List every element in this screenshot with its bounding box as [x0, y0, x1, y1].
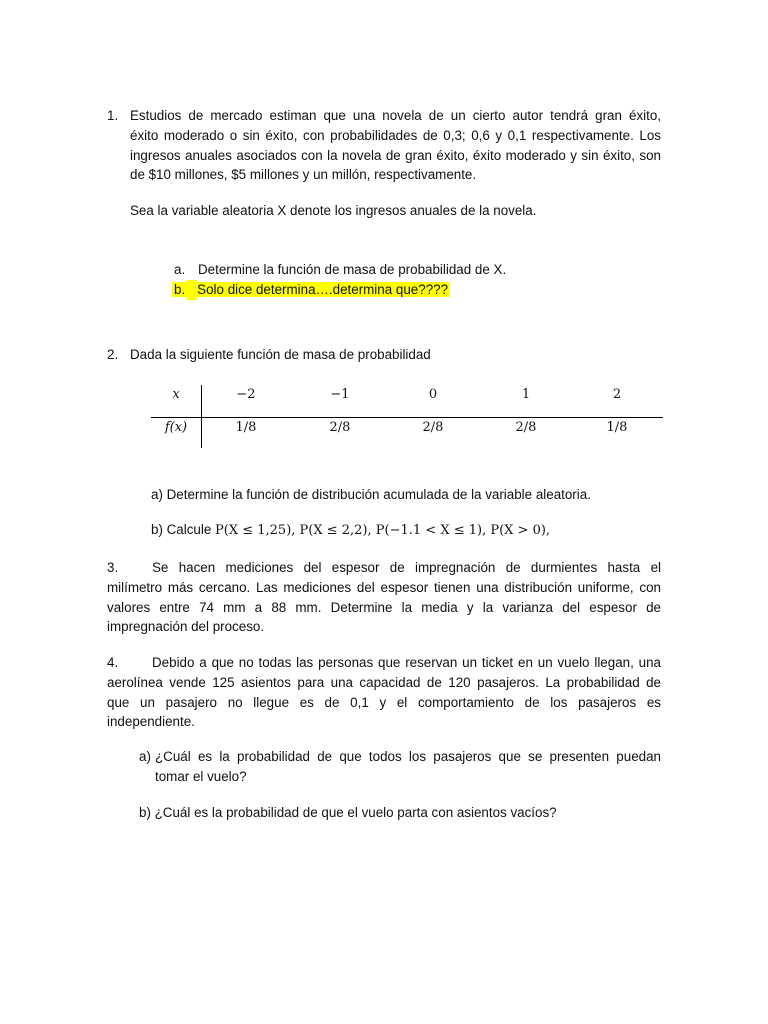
q4-line: aerolínea vende 125 asientos para una capacidad de 120 pasajeros. La probabilidad de	[107, 674, 661, 690]
q3-line: valores entre 74 mm a 88 mm. Determine la media y la varianza del espesor de	[107, 599, 661, 615]
pmf-table	[151, 382, 663, 448]
q1-line: de $10 millones, $5 millones y un millón, respectivamente.	[130, 167, 477, 183]
q3-number: 3.	[107, 560, 119, 575]
q4-item-a-line: ¿Cuál es la probabilidad de que todos los pasajeros que se presenten puedan	[155, 749, 661, 764]
q2-item-b	[151, 520, 550, 541]
q1-line: éxito moderado o sin éxito, con probabilidades de 0,3; 0,6 y 0,1 respectivamente. Los	[130, 127, 661, 143]
q4-line: independiente.	[107, 714, 195, 730]
table-x-value: 2	[612, 387, 622, 402]
table-f-value: 2/8	[422, 420, 444, 435]
table-x-value: −2	[236, 387, 256, 402]
table-header-x: x	[172, 387, 180, 402]
table-f-value: 2/8	[329, 420, 351, 435]
q3-line: impregnación del proceso.	[107, 619, 265, 635]
q4-item-b: b) ¿Cuál es la probabilidad de que el vuelo parta con asientos vacíos?	[139, 805, 557, 820]
q1-item-b-marker: b.	[174, 282, 186, 297]
q2-number: 2.	[107, 347, 119, 362]
q4-line: que un pasajero no llegue es de 0,1 y el comportamiento de los pasajeros es	[107, 694, 661, 710]
q2-item-b-expression: P(X ≤ 1,25), P(X ≤ 2,2), P(−1.1 < X ≤ 1), P(X > 0),	[215, 523, 551, 538]
q4-paragraph	[107, 653, 661, 732]
q2-intro: Dada la siguiente función de masa de probabilidad	[130, 347, 431, 362]
q4-line: Debido a que no todas las personas que reservan un ticket en un vuelo llegan, una	[152, 655, 661, 670]
table-header-fx: f(x)	[164, 420, 188, 435]
q1-line: ingresos anuales asociados con la novela de gran éxito, éxito moderado y sin éxito, son	[130, 147, 661, 163]
q3-paragraph	[107, 558, 661, 637]
table-f-value: 1/8	[235, 420, 257, 435]
table-x-value: 1	[521, 387, 531, 402]
table-x-value: 0	[428, 387, 438, 402]
q1-item-b-text: Solo dice determina….determina que????	[197, 282, 449, 297]
q1-line: Estudios de mercado estiman que una novela de un cierto autor tendrá gran éxito,	[130, 108, 661, 123]
q1-item-b-highlight	[172, 280, 450, 300]
q1-item-a-marker: a.	[174, 262, 186, 277]
q4-number: 4.	[107, 655, 119, 670]
q1-item-a-text: Determine la función de masa de probabilidad de X.	[198, 262, 507, 277]
q3-line: Se hacen mediciones del espesor de impregnación de durmientes hasta el	[152, 560, 661, 575]
q1-paragraph	[130, 106, 661, 185]
table-f-value: 2/8	[515, 420, 537, 435]
q4-item-a	[155, 747, 661, 787]
q4-item-a-marker: a)	[139, 749, 151, 764]
table-f-value: 1/8	[606, 420, 628, 435]
q1-number: 1.	[107, 108, 119, 123]
q2-item-b-prefix: b) Calcule	[151, 522, 212, 537]
q3-line: milímetro más cercano. Las mediciones del espesor tienen una distribución uniforme, con	[107, 579, 661, 595]
table-x-value: −1	[330, 387, 350, 402]
q1-variable-sentence: Sea la variable aleatoria X denote los ingresos anuales de la novela.	[130, 203, 537, 218]
q2-item-a: a) Determine la función de distribución acumulada de la variable aleatoria.	[151, 487, 591, 502]
q4-item-a-line: tomar el vuelo?	[155, 768, 247, 784]
